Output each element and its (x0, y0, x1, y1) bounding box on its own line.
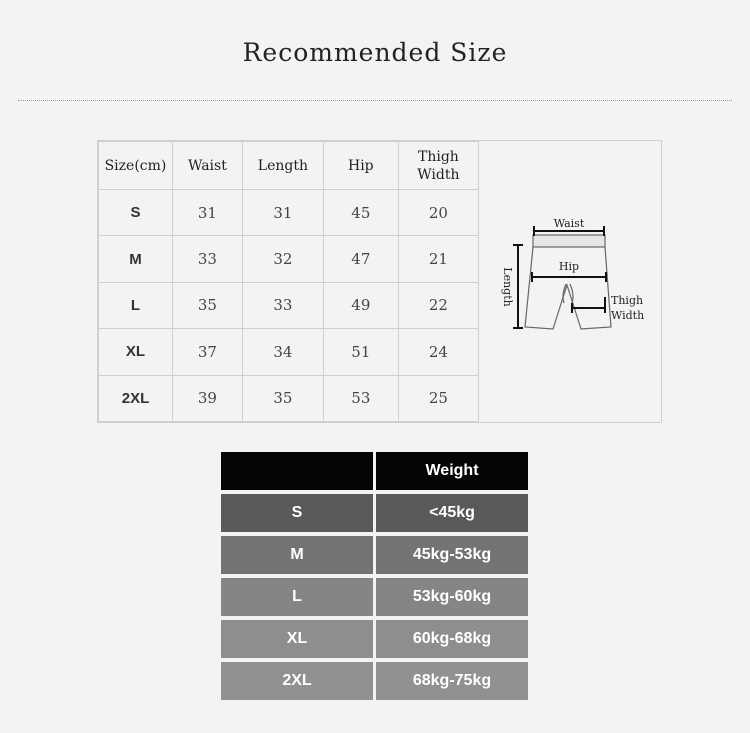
waist-cell: 39 (172, 375, 242, 421)
waist-cell: 33 (172, 236, 242, 282)
header-thigh-width: Thigh Width (398, 142, 478, 190)
hip-cell: 51 (323, 329, 398, 375)
weight-header-size (221, 452, 376, 494)
size-cell: S (99, 190, 173, 236)
size-cell: XL (99, 329, 173, 375)
size-table (98, 141, 479, 422)
hip-cell: 49 (323, 282, 398, 328)
thigh-cell: 20 (398, 190, 478, 236)
table-row (99, 282, 479, 328)
weight-size-cell: S (221, 494, 376, 536)
size-chart (97, 140, 662, 423)
table-row (221, 536, 528, 578)
weight-value-cell: 60kg-68kg (376, 620, 528, 662)
length-cell: 35 (242, 375, 323, 421)
hip-cell: 45 (323, 190, 398, 236)
table-row (99, 190, 479, 236)
table-row (221, 578, 528, 620)
waist-cell: 31 (172, 190, 242, 236)
header-size: Size(cm) (99, 142, 173, 190)
size-table-header-row (99, 142, 479, 190)
waist-cell: 35 (172, 282, 242, 328)
thigh-cell: 21 (398, 236, 478, 282)
table-row (221, 494, 528, 536)
weight-size-cell: L (221, 578, 376, 620)
header-length: Length (242, 142, 323, 190)
size-cell: 2XL (99, 375, 173, 421)
shorts-diagram (480, 141, 661, 422)
hip-cell: 53 (323, 375, 398, 421)
table-row (99, 375, 479, 421)
length-cell: 31 (242, 190, 323, 236)
weight-value-cell: 68kg-75kg (376, 662, 528, 704)
table-row (221, 620, 528, 662)
table-row (99, 236, 479, 282)
thigh-cell: 22 (398, 282, 478, 328)
page-title: Recommended Size (242, 38, 508, 67)
weight-table (221, 452, 528, 704)
size-cell: L (99, 282, 173, 328)
header-waist: Waist (172, 142, 242, 190)
length-cell: 33 (242, 282, 323, 328)
weight-value-cell: 53kg-60kg (376, 578, 528, 620)
shorts-outline-icon (525, 235, 611, 329)
weight-size-cell: XL (221, 620, 376, 662)
weight-header-row (221, 452, 528, 494)
waist-cell: 37 (172, 329, 242, 375)
width-label: Width (611, 309, 645, 322)
weight-size-cell: M (221, 536, 376, 578)
weight-chart (221, 452, 528, 704)
dotted-divider (18, 100, 732, 101)
header-hip: Hip (323, 142, 398, 190)
thigh-cell: 24 (398, 329, 478, 375)
length-cell: 34 (242, 329, 323, 375)
weight-header: Weight (376, 452, 528, 494)
thigh-label: Thigh (611, 294, 644, 307)
table-row (221, 662, 528, 704)
size-cell: M (99, 236, 173, 282)
table-row (99, 329, 479, 375)
weight-value-cell: 45kg-53kg (376, 536, 528, 578)
length-label: Length (501, 267, 514, 307)
hip-cell: 47 (323, 236, 398, 282)
hip-label: Hip (558, 260, 580, 273)
thigh-cell: 25 (398, 375, 478, 421)
length-cell: 32 (242, 236, 323, 282)
weight-value-cell: <45kg (376, 494, 528, 536)
waist-label: Waist (553, 217, 585, 230)
weight-size-cell: 2XL (221, 662, 376, 704)
